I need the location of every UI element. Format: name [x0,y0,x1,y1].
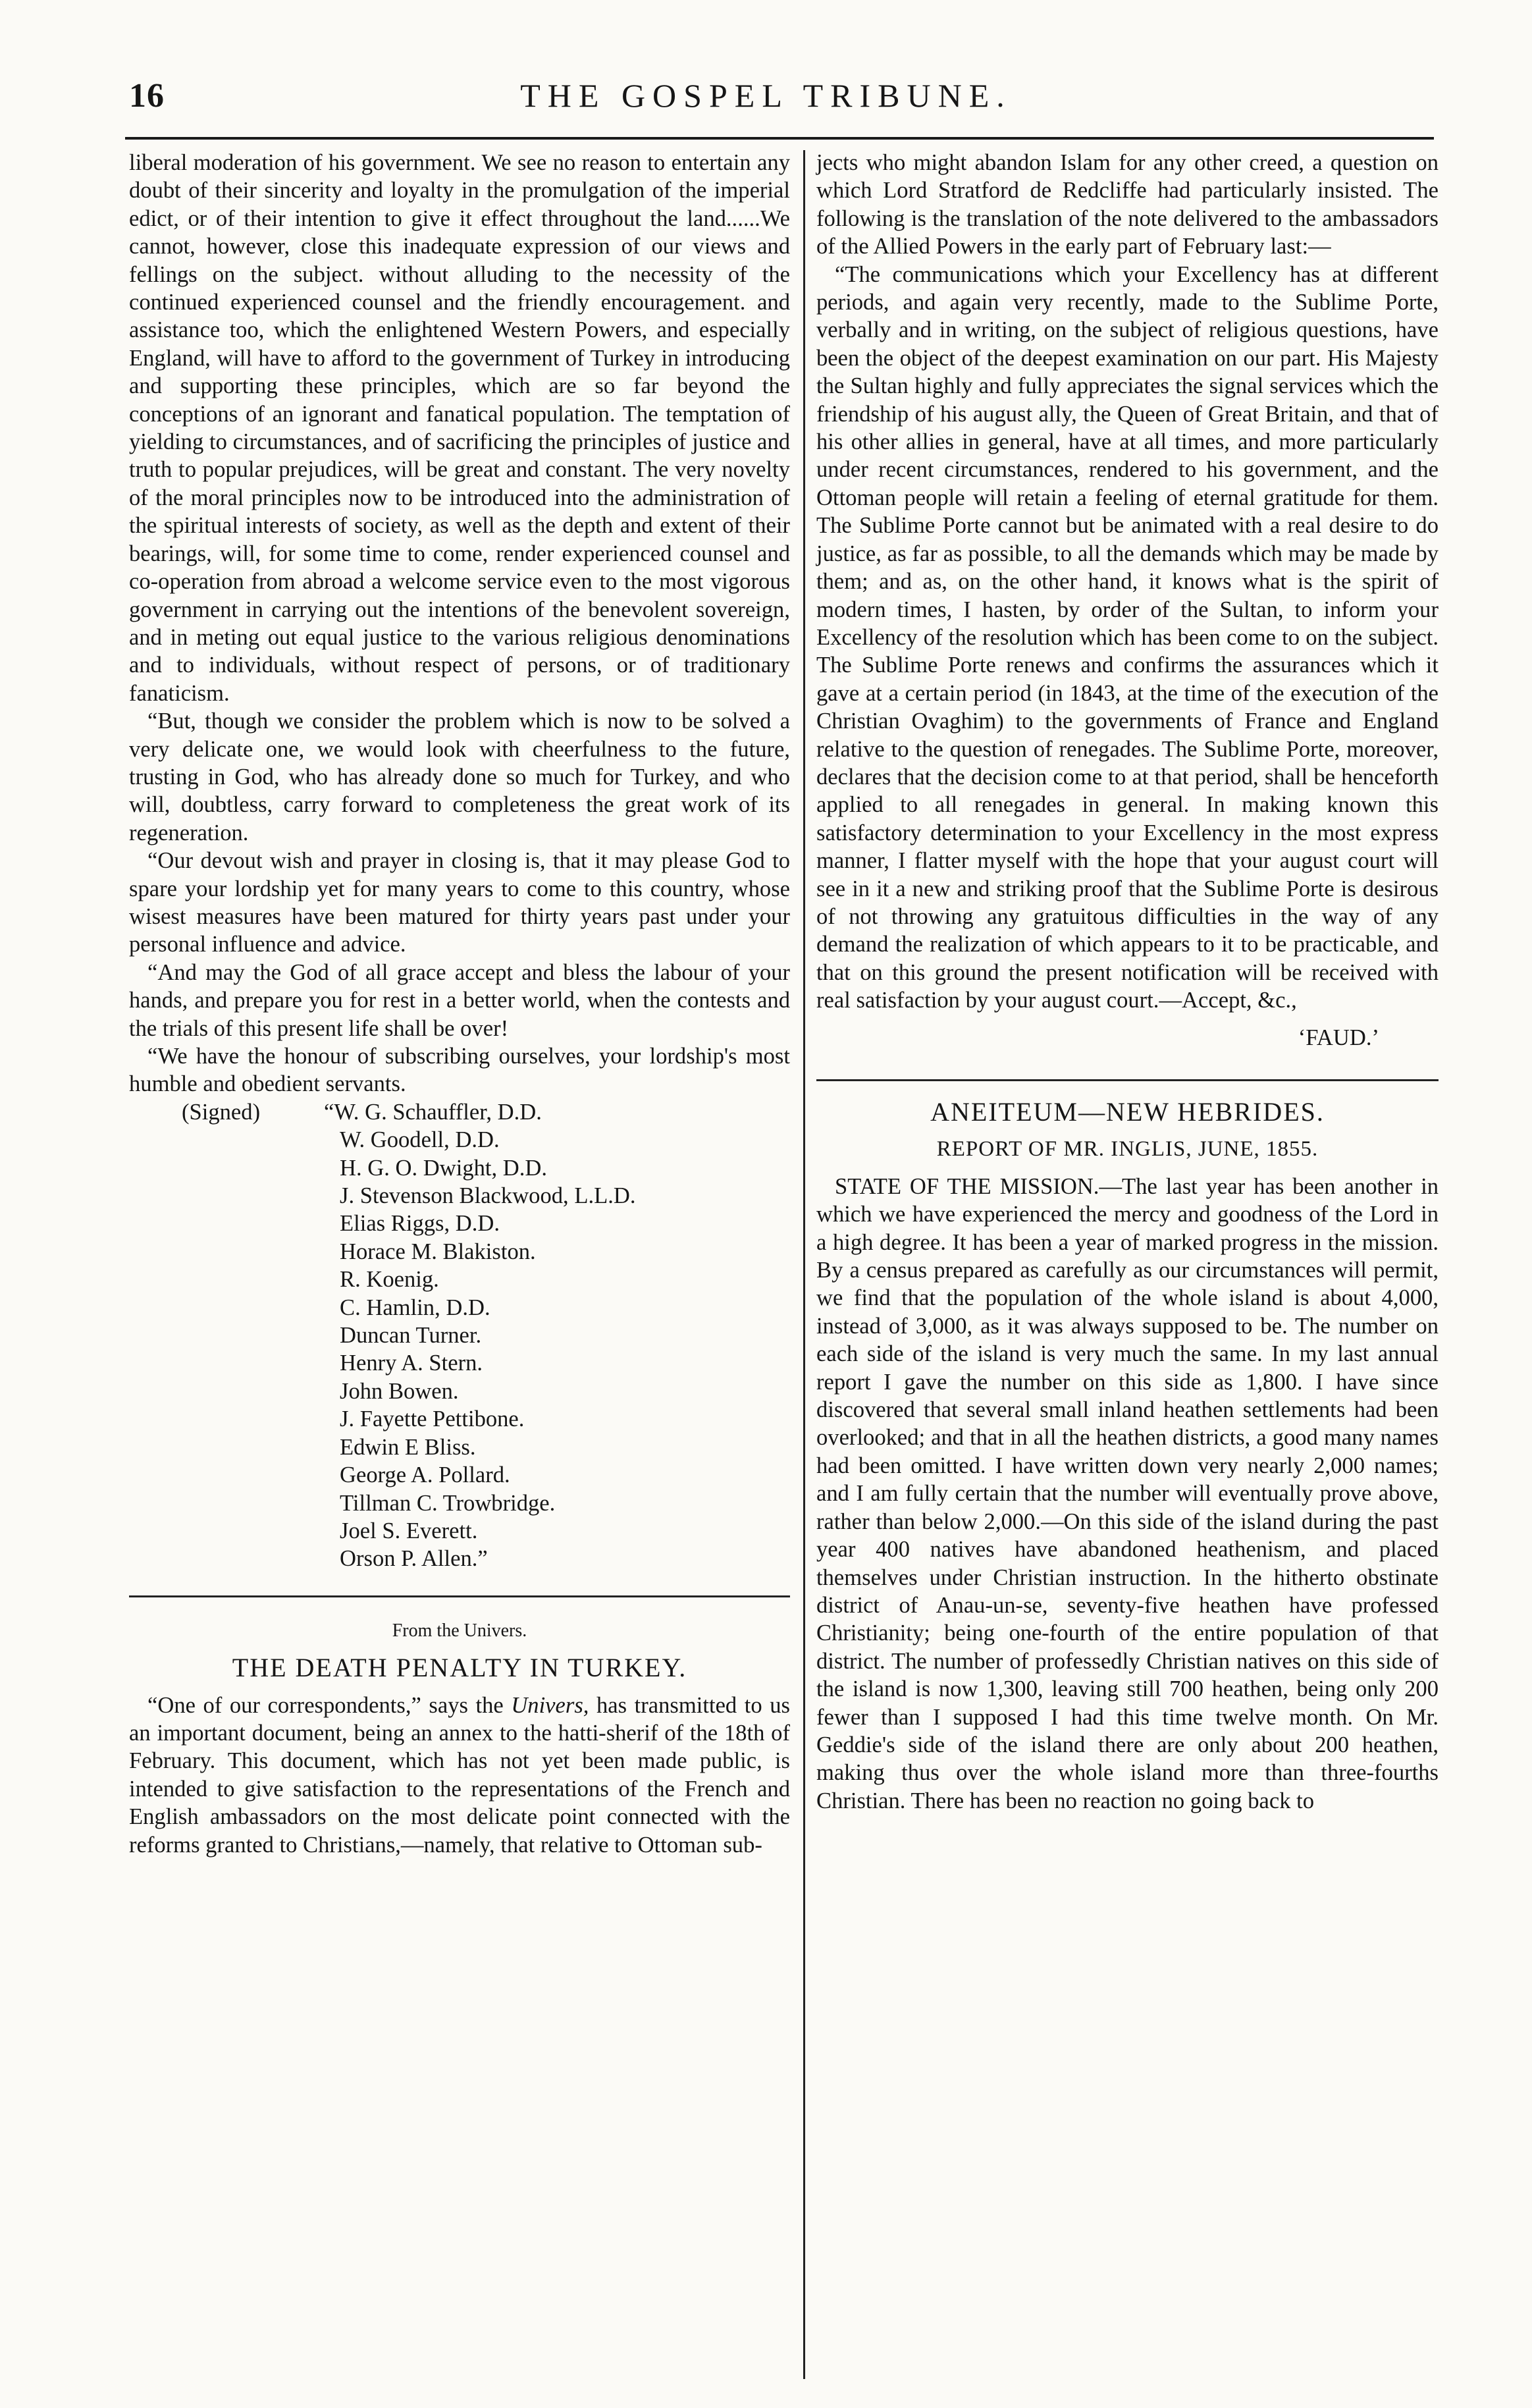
article-heading: THE DEATH PENALTY IN TURKEY. [232,1653,687,1683]
signatory: Henry A. Stern. [340,1351,483,1376]
article-text: —The last year has been another in which we have experienced the mercy and goodness of the Lord in a high degree. It has been a year of marked progress in the mission. By a census prepared as carefully as our circumstances will permit, we find that the population of the whole island is about 4,000, instead of 3,000, as it was always supposed to be. The number on each side of the island is very much the same. In my last annual report I gave the number on this side as 1,800. I have since discovered that several small inland heathen settlements had been overlooked; and that in all the heathen districts, a good many names had been omitted. I have written down very nearly 2,000 names; and I am fully certain that the number will eventually prove above, rather than below 2,000.—On this side of the island during the past year 400 natives have abandoned heathenism, and placed themselves under Christian instruction. In the hitherto obstinate district of Anau-un-se, seventy-five heathen have professed Christianity; being one-fourth of the entire population of that district. The number of professedly Christian natives on this side of the island is now 1,300, leaving still 700 heathen, being only 200 fewer than I supposed I had this time twelve month. On Mr. Geddie's side of the island there are only about 200 heathen, making thus over the whole island more than three-fourths Christian. There has been no reaction no going back to [816,1173,1439,1813]
signoff: ‘FAUD.’ [1298,1025,1379,1050]
signatory: R. Koenig. [340,1267,439,1293]
left-column [129,149,790,1859]
signatory: C. Hamlin, D.D. [340,1295,490,1320]
signatory: Joel S. Everett. [340,1518,478,1543]
paragraph: jects who might abandon Islam for any other creed, a question on which Lord Stratford de Redcliffe had particularly insisted. The following is the translation of the note delivered to the ambassadors of the Allied Powers in the early part of February last:— [816,150,1439,259]
section-label: STATE OF THE MISSION. [835,1173,1099,1199]
paragraph: “The communications which your Excellency has at different periods, and again very recently, made to the Sublime Porte, verbally and in writing, on the subject of religious questions, have been the object of the deepest examination on our part. His Majesty the Sultan highly and fully appreciates the signal services which the friendship of his august ally, the Queen of Great Britain, and that of his other allies in general, have at all times, and more particularly under recent circumstances, rendered to his government, and the Ottoman people will retain a feeling of eternal gratitude for them. The Sublime Porte cannot but be animated with a real desire to do justice, as far as possible, to all the demands which may be made by them; and as, on the other hand, it knows what is the spirit of modern times, I hasten, by order of the Sultan, to inform your Excellency of the resolution which has been come to on the subject. The Sublime Porte renews and confirms the assurances which it gave at a certain period (in 1843, at the time of the execution of the Christian Ovaghim) to the governments of France and England relative to the question of renegades. The Sublime Porte, moreover, declares that the decision come to at that period, shall be henceforth applied to all renegades in general. In making known this satisfactory determination to your Excellency in the most express manner, I flatter myself with the hope that your august court will see in it a new and striking proof that the Sublime Porte is desirous of not throwing any gratuitous difficulties in the way of any demand the realization of which appears to it to be practicable, and that on this ground the present notification will be received with real satisfaction by your august court.—Accept, &c., [816,261,1439,1013]
paragraph: “We have the honour of subscribing ourselves, your lordship's most humble and obedient servants. [129,1044,790,1097]
signatory: John Bowen. [340,1378,459,1404]
header-rule [125,137,1434,140]
signatory-list [324,1098,635,1573]
page-number: 16 [129,77,165,115]
publication-name: Univers, [511,1692,589,1718]
signatory: Duncan Turner. [340,1323,482,1349]
signatory: Horace M. Blakiston. [340,1239,536,1264]
signatory: Tillman C. Trowbridge. [340,1490,556,1516]
right-column [816,149,1439,1815]
running-head: THE GOSPEL TRIBUNE. [520,77,1012,114]
signatory: H. G. O. Dwight, D.D. [340,1155,548,1181]
signed-label: (Signed) [182,1099,261,1125]
signatures-block [129,1098,790,1573]
section-rule [129,1595,790,1597]
article-paragraph [816,1173,1439,1815]
article-heading: ANEITEUM—NEW HEBRIDES. [930,1097,1325,1127]
signatory: Elias Riggs, D.D. [340,1211,500,1237]
column-divider [803,150,805,2379]
paragraph: “And may the God of all grace accept and bless the labour of your hands, and prepare you for rest in a better world, when the contests and the trials of this present life shall be over! [129,959,790,1041]
section-rule [816,1079,1439,1081]
signatory: Edwin E Bliss. [340,1434,476,1460]
signatory: George A. Pollard. [340,1462,510,1488]
signatory: J. Fayette Pettibone. [340,1406,525,1432]
signatory: J. Stevenson Blackwood, L.L.D. [340,1183,636,1209]
source-line: From the Univers. [392,1620,527,1641]
paragraph: liberal moderation of his government. We see no reason to entertain any doubt of their sincerity and loyalty in the promulgation of the imperial edict, or of their intention to give it effect throughout the land......We cannot, however, close this inadequate expression of our views and fellings on the subject. without alluding to the necessity of the continued experienced counsel and the friendly encouragement. and assistance too, which the enlightened Western Powers, and especially England, will have to afford to the government of Turkey in introducing and supporting these principles, which are so far beyond the conceptions of an ignorant and fanatical population. The temptation of yielding to circumstances, and of sacrificing the principles of justice and truth to popular prejudices, will be great and constant. The very novelty of the moral principles now to be introduced into the administration of the spiritual interests of society, as well as the depth and extent of their bearings, will, for some time to come, render experienced counsel and co-operation from abroad a welcome service even to the most vigorous government in carrying out the intentions of the benevolent sovereign, and in meting out equal justice to the various religious denominations and to individuals, without respect of persons, or of traditionary fanaticism. [129,150,790,706]
signatory: “W. G. Schauffler, D.D. [324,1099,542,1125]
article-text: “One of our correspondents,” says the [147,1692,504,1718]
paragraph: “But, though we consider the problem which is now to be solved a very delicate one, we would look with cheerfulness to the future, trusting in God, who has already done so much for Turkey, and who will, doubtless, carry forward to completeness the great work of its regeneration. [129,709,790,845]
article-subheading: REPORT OF MR. INGLIS, JUNE, 1855. [936,1137,1319,1162]
article-text: has transmitted to us an important document, being an annex to the hatti-sherif of the 18th of February. This document, which has not yet been made public, is intended to give satisfaction to the representations of the French and English ambassadors on the most delicate point connected with the reforms granted to Christians,—namely, that relative to Ottoman sub- [129,1692,790,1858]
signatory: Orson P. Allen.” [340,1546,488,1572]
paragraph: “Our devout wish and prayer in closing is, that it may please God to spare your lordship yet for many years to come to this country, whose wisest measures have been matured for thirty years past under your personal influence and advice. [129,848,790,957]
signatory: W. Goodell, D.D. [340,1127,500,1153]
article-paragraph [129,1692,790,1859]
